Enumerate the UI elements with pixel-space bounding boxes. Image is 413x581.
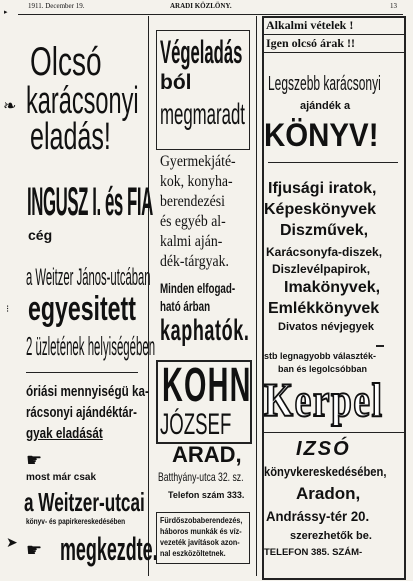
header-rule [18, 14, 403, 15]
pointing-hand-icon-2: ☛ [26, 540, 43, 560]
ad-rule-4 [262, 432, 404, 433]
ornament-dots-icon: ⁝ [6, 304, 10, 315]
ad-kohn-name: KOHN [162, 359, 252, 412]
ad-list-nevjegyek: Divatos névjegyek [278, 321, 374, 333]
ad-megkezdte: megkezdte. [60, 531, 158, 567]
ad-body-line2: rácsonyi ajándéktár- [26, 404, 137, 421]
ad-konyvkeres: könyvkereskedésében, [264, 464, 387, 479]
ad-megmaradt: megmaradt [160, 98, 245, 131]
ad-service-line2: háboros munkák és víz- [160, 527, 242, 536]
ad-valasztek-1: stb legnagyobb választék- [264, 351, 377, 361]
ad-items-line5: kalmi aján- [160, 233, 223, 250]
ad-service-line1: Fürdőszobaberendezés, [160, 516, 243, 525]
ad-vegeladas: Végeladás [160, 34, 243, 70]
ad-items-line1: Gyermekjáté- [160, 153, 236, 170]
ad-rule-2 [262, 52, 404, 53]
ad-andrassy: Andrássy-tér 20. [266, 508, 370, 524]
ad-alkalmi: Alkalmi vételek ! [266, 18, 354, 32]
ad-address: a Weitzer János-utcában [26, 264, 151, 291]
ad-list-karacsonyfa: Karácsonyfa-diszek, [266, 245, 383, 259]
ad-ajandek-a: ajándék a [300, 100, 351, 112]
ad-bol: ból [160, 71, 192, 94]
ad-egyesitett: egyesitett [28, 290, 136, 328]
ad-service-line4: nal eszközöltetnek. [160, 549, 226, 558]
ad-most-mar-csak: most már csak [26, 472, 97, 483]
ad-service-line3: vezeték javítások azon- [160, 538, 240, 547]
pointing-hand-icon: ☛ [26, 450, 43, 470]
ad-olcso-arak: Igen olcsó árak !! [266, 36, 355, 50]
ad-dash [376, 345, 384, 347]
ad-items-line2: kok, konyha- [160, 173, 233, 190]
column-divider-left [148, 16, 149, 576]
ad-items-line4: és egyéb al- [160, 213, 226, 230]
header-date: 1911. December 19. [28, 2, 85, 10]
ad-list-diszlevel: Diszlevélpapirok, [272, 262, 371, 276]
ad-telefon: TELEFON 385. SZÁM- [264, 547, 363, 558]
ad-izso: IZSÓ [296, 438, 351, 460]
ad-kerpel-logo: Kerpel [264, 374, 384, 427]
ad-list-ima: Imakönyvek, [284, 279, 381, 296]
header-paper-title: ARADI KÖZLÖNY. [170, 2, 232, 10]
ad-items-line6: dék-tárgyak. [160, 253, 229, 270]
ad-jozsef: JÓZSEF [160, 408, 232, 441]
ad-body-line1: óriási mennyiségü ka- [26, 383, 149, 400]
ad-konyv: KÖNYV! [264, 117, 379, 153]
ad-firm-name: INGUSZ I. és FIA [27, 180, 153, 224]
ad-list-ifjusagi: Ifjusági iratok, [268, 180, 377, 197]
ad-headline-karacsonyi: karácsonyi [26, 80, 139, 122]
ad-headline-eladas: eladás! [30, 116, 111, 158]
ad-kaphatok: kaphatók. [160, 314, 250, 347]
header-page-number: 13 [390, 2, 397, 10]
ad-weitzer-utcai: a Weitzer-utcai [24, 487, 145, 517]
ad-kohn-address: Batthyány-utca 32. sz. [158, 470, 244, 484]
ad-headline-olcso: Olcsó [30, 40, 102, 84]
ad-legszebb: Legszebb karácsonyi [268, 73, 381, 95]
ad-arad: ARAD, [172, 442, 242, 467]
ad-price-line2: ható árban [160, 298, 211, 314]
column-divider-right [256, 16, 257, 576]
ornament-leaf-icon: ❧ [3, 98, 17, 115]
ad-kohn-phone: Telefon szám 333. [168, 490, 245, 500]
ad-divider [26, 372, 138, 373]
ad-list-diszmuvek: Diszművek, [280, 222, 369, 239]
ad-list-kepes: Képeskönyvek [264, 201, 377, 218]
ad-ceg: cég [28, 227, 53, 243]
ad-body-line3: gyak eladását [26, 425, 103, 442]
ornament-arrow-icon: ➤ [6, 534, 18, 550]
page-marker-icon: ▸ [4, 9, 8, 16]
ad-rule-1 [262, 34, 404, 35]
ad-items-line3: berendezési [160, 193, 225, 210]
ad-valasztek-2: ban és legolcsóbban [278, 364, 368, 374]
ad-aradon: Aradon, [296, 484, 361, 503]
ad-price-line1: Minden elfogad- [160, 280, 236, 296]
ad-rule-3 [268, 162, 398, 163]
ad-two-shops: 2 üzletének helyiségében [26, 331, 156, 361]
ad-szerezhetok: szerezhetők be. [290, 530, 372, 542]
ad-list-emlek: Emlékkönyvek [268, 300, 380, 317]
ad-shop-type: könyv- és papirkereskedésében [26, 517, 126, 526]
